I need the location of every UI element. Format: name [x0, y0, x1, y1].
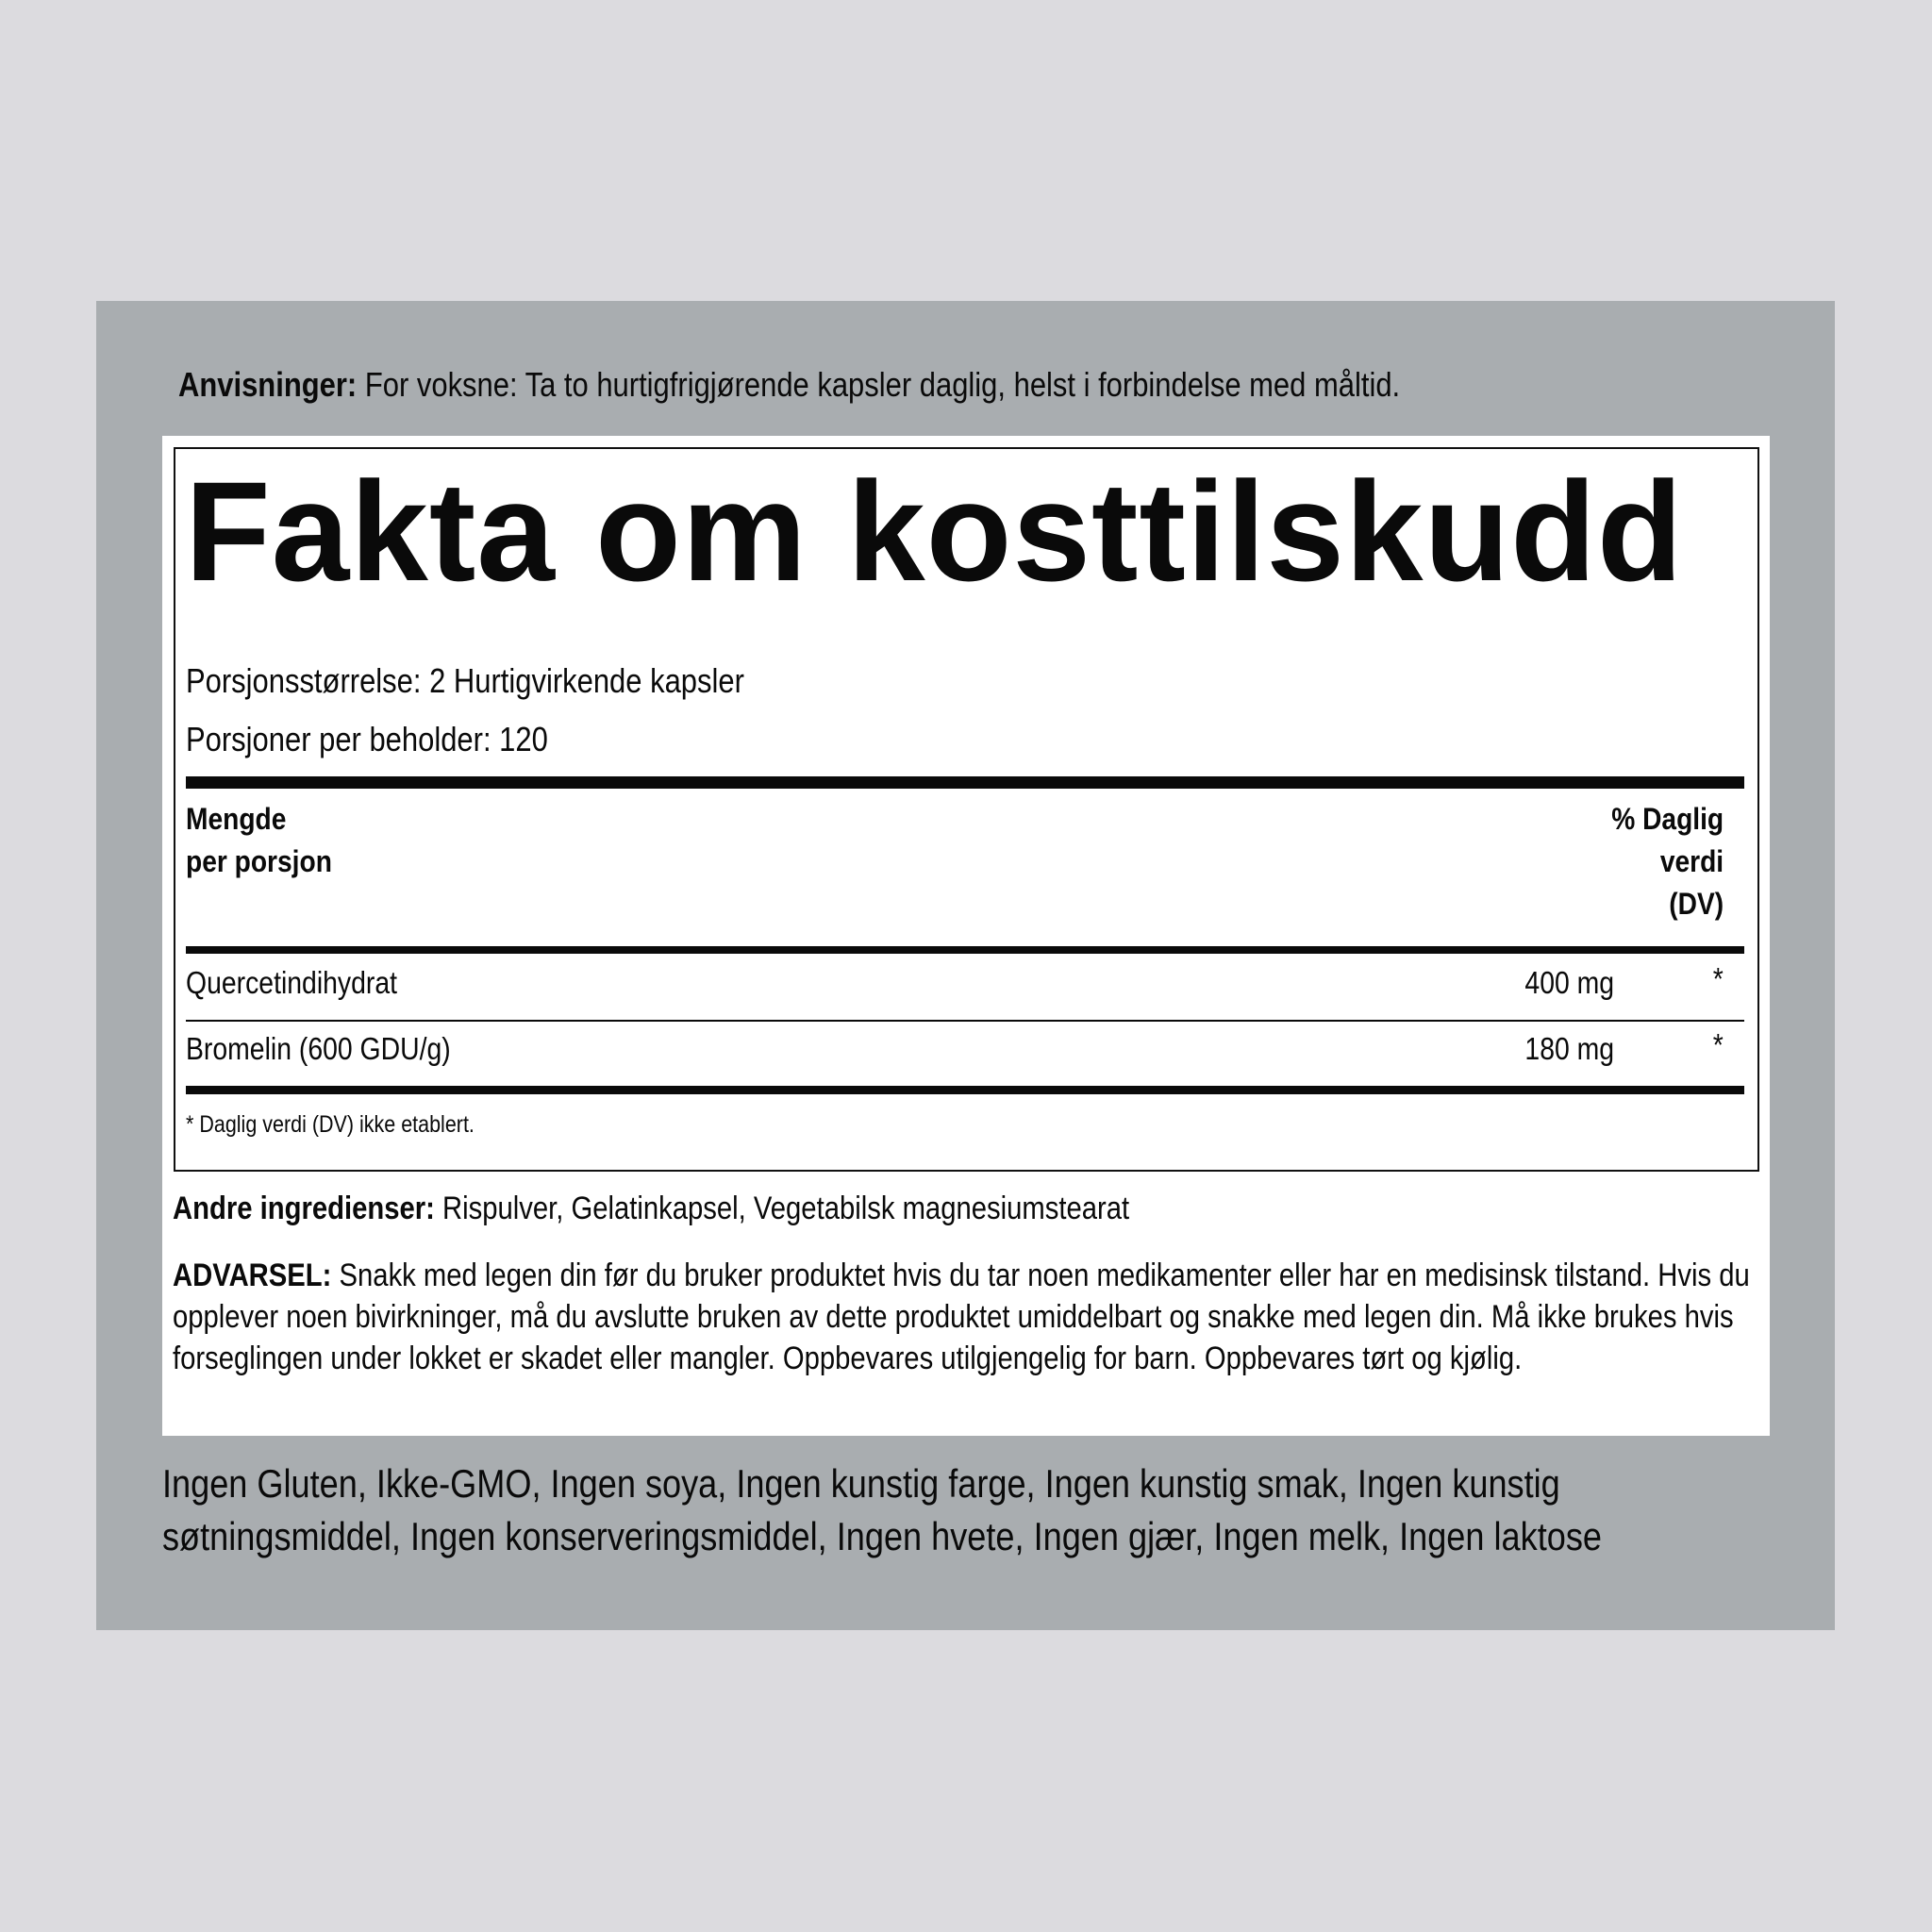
thick-rule-top [186, 776, 1744, 789]
dv-footnote: * Daglig verdi (DV) ikke etablert. [186, 1111, 475, 1138]
header-amount [186, 798, 332, 883]
row-dv-bromelin: * [1712, 1027, 1724, 1062]
other-ingredients-label: Andre ingredienser: [173, 1191, 435, 1226]
directions-label: Anvisninger: [178, 365, 358, 404]
other-ingredients-body: Rispulver, Gelatinkapsel, Vegetabilsk magnesiumstearat [434, 1191, 1130, 1226]
directions-body: For voksne: Ta to hurtigfrigjørende kapsler daglig, helst i forbindelse med måltid. [357, 365, 1401, 404]
header-daily-value [1611, 798, 1724, 925]
supplement-facts-box [174, 447, 1759, 1172]
header-dv-line1: % Daglig [1611, 802, 1724, 836]
header-dv-line2: verdi [1659, 844, 1724, 878]
free-from-list: Ingen Gluten, Ikke-GMO, Ingen soya, Ingen kunstig farge, Ingen kunstig smak, Ingen kunstig søtningsmiddel, Ingen konserveringsmiddel, Ingen hvete, Ingen gjær, Ingen melk, Ingen laktose [162, 1461, 1602, 1558]
warning-body: Snakk med legen din før du bruker produktet hvis du tar noen medikamenter eller har en medisinsk tilstand. Hvis du opplever noen bivirkninger, må du avslutte bruken av dette produktet umiddelbart og snakke med legen din. Må ikke brukes hvis forseglingen under lokket er skadet eller mangler. Oppbevares utilgjengelig for barn. Oppbevares tørt og kjølig. [173, 1257, 1750, 1376]
thick-rule-bottom [186, 1086, 1744, 1094]
thin-rule [186, 1020, 1744, 1022]
warning-label: ADVARSEL: [173, 1257, 332, 1293]
facts-white-box [162, 436, 1770, 1436]
serving-size: Porsjonsstørrelse: 2 Hurtigvirkende kapsler [186, 661, 744, 700]
row-name-quercetin: Quercetindihydrat [186, 965, 398, 1000]
header-amount-line1: Mengde [186, 802, 287, 836]
header-amount-line2: per porsjon [186, 844, 332, 878]
medium-rule [186, 946, 1744, 954]
facts-title: Fakta om kosttilskudd [185, 452, 1684, 610]
servings-per-container: Porsjoner per beholder: 120 [186, 720, 548, 758]
header-dv-line3: (DV) [1669, 887, 1724, 921]
other-ingredients [173, 1191, 1129, 1227]
row-amount-quercetin: 400 mg [1524, 965, 1614, 1000]
warning-text [173, 1255, 1755, 1379]
directions-text [178, 365, 1400, 405]
row-dv-quercetin: * [1712, 961, 1724, 996]
label-panel [96, 301, 1835, 1630]
row-name-bromelin: Bromelin (600 GDU/g) [186, 1031, 451, 1066]
row-amount-bromelin: 180 mg [1524, 1031, 1614, 1066]
